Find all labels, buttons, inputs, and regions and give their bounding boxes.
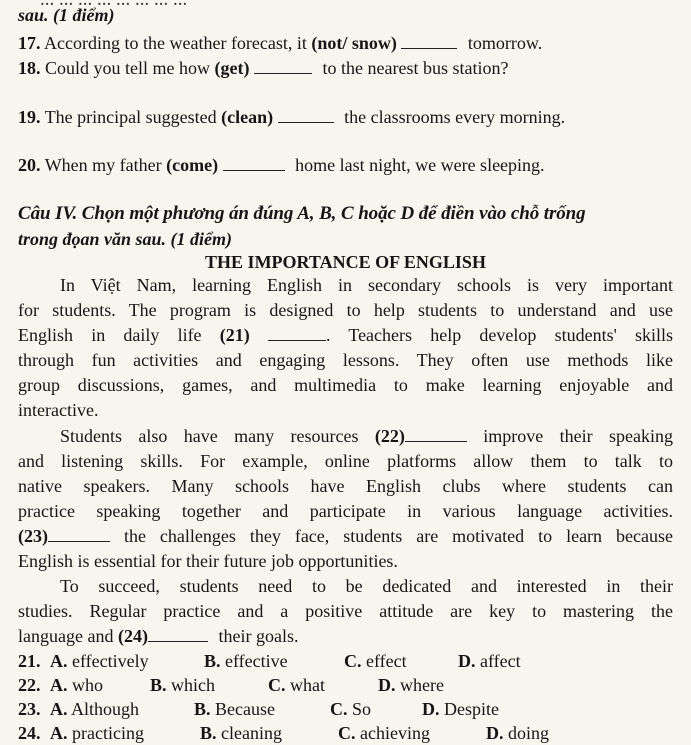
option-c[interactable]: C. what xyxy=(268,675,325,695)
option-c[interactable]: C. achieving xyxy=(338,723,430,743)
option-question-number: 21. xyxy=(18,651,41,671)
verb-hint: (not/ snow) xyxy=(311,33,397,53)
passage-line-21 xyxy=(18,324,673,346)
passage-text: their goals. xyxy=(218,626,299,646)
answer-blank[interactable] xyxy=(278,108,334,123)
passage-line: and listening skills. For example, online platforms allow them to talk to xyxy=(18,451,673,471)
question-17 xyxy=(18,32,673,54)
passage-text: the challenges they face, students are motivated to learn because xyxy=(123,526,673,546)
question-text: Could you tell me how xyxy=(45,58,210,78)
passage-line: for students. The program is designed to help students to understand and use xyxy=(18,300,673,320)
verb-hint: (get) xyxy=(214,58,250,78)
gap-22-blank[interactable] xyxy=(405,427,467,442)
section-3-tail-text: sau. (1 điểm) xyxy=(18,5,115,25)
question-text: When my father xyxy=(44,155,162,175)
option-c[interactable]: C. So xyxy=(330,699,372,719)
gap-23-blank[interactable] xyxy=(48,527,110,542)
passage-text: English in daily life xyxy=(18,325,202,345)
question-number: 19. xyxy=(18,107,41,127)
passage-text: improve their speaking xyxy=(483,426,673,446)
section-4-subtitle: trong đọan văn sau. (1 điểm) xyxy=(18,229,233,249)
option-b[interactable]: B. cleaning xyxy=(200,723,282,743)
question-20 xyxy=(18,154,673,176)
option-b[interactable]: B. Because xyxy=(194,699,275,719)
passage-line-24 xyxy=(18,625,673,647)
passage-text: . Teachers help develop students' skills xyxy=(325,325,674,345)
passage-line-22 xyxy=(60,425,673,447)
question-text: to the nearest bus station? xyxy=(322,58,509,78)
option-question-number: 24. xyxy=(18,723,41,743)
passage-text: language and xyxy=(18,626,114,646)
verb-hint: (come) xyxy=(166,155,219,175)
question-18 xyxy=(18,57,673,79)
gap-21-blank[interactable] xyxy=(268,326,326,341)
option-d[interactable]: D. affect xyxy=(458,651,521,671)
passage-line-23 xyxy=(18,525,673,547)
question-19 xyxy=(18,106,673,128)
question-text: the classrooms every morning. xyxy=(344,107,566,127)
gap-number: (21) xyxy=(219,325,250,345)
passage-text: Students also have many resources xyxy=(60,426,359,446)
passage-line: To succeed, students need to be dedicated and interested in their xyxy=(60,576,673,596)
option-d[interactable]: D. doing xyxy=(486,723,550,743)
option-c[interactable]: C. effect xyxy=(344,651,407,671)
gap-number: (24) xyxy=(117,626,148,646)
question-number: 20. xyxy=(18,155,41,175)
option-question-number: 23. xyxy=(18,699,41,719)
question-text: According to the weather forecast, it xyxy=(44,33,307,53)
answer-blank[interactable] xyxy=(254,59,312,74)
passage-line: practice speaking together and participate in various language activities. xyxy=(18,501,673,521)
passage-title: THE IMPORTANCE OF ENGLISH xyxy=(205,252,486,272)
section-3-header-tail xyxy=(18,4,673,26)
option-a[interactable]: A. practicing xyxy=(50,723,144,743)
passage-line: group discussions, games, and multimedia to make learning enjoyable and xyxy=(18,375,673,395)
gap-24-blank[interactable] xyxy=(148,627,208,642)
question-text: tomorrow. xyxy=(467,33,543,53)
passage-line: English is essential for their future job opportunities. xyxy=(18,551,398,571)
answer-blank[interactable] xyxy=(223,156,285,171)
gap-number: (23) xyxy=(18,526,48,546)
option-d[interactable]: D. where xyxy=(378,675,444,695)
option-b[interactable]: B. which xyxy=(150,675,216,695)
question-number: 17. xyxy=(18,33,41,53)
question-text: home last night, we were sleeping. xyxy=(295,155,545,175)
answer-blank[interactable] xyxy=(401,34,457,49)
section-4-title: Câu IV. Chọn một phương án đúng A, B, C hoặc D để điền vào chỗ trống xyxy=(18,203,586,224)
option-d[interactable]: D. Despite xyxy=(422,699,499,719)
passage-line: interactive. xyxy=(18,400,99,420)
option-a[interactable]: A. effectively xyxy=(50,651,149,671)
option-b[interactable]: B. effective xyxy=(204,651,288,671)
gap-number: (22) xyxy=(374,426,405,446)
question-number: 18. xyxy=(18,58,41,78)
passage-line: studies. Regular practice and a positive attitude are key to mastering the xyxy=(18,601,673,621)
option-a[interactable]: A. who xyxy=(50,675,103,695)
option-question-number: 22. xyxy=(18,675,41,695)
question-text: The principal suggested xyxy=(44,107,217,127)
passage-line: native speakers. Many schools have English clubs where students can xyxy=(18,476,673,496)
passage-line: through fun activities and engaging lessons. They often use methods like xyxy=(18,350,673,370)
passage-line: In Việt Nam, learning English in secondary schools is very important xyxy=(60,275,673,295)
option-a[interactable]: A. Although xyxy=(50,699,140,719)
verb-hint: (clean) xyxy=(221,107,274,127)
